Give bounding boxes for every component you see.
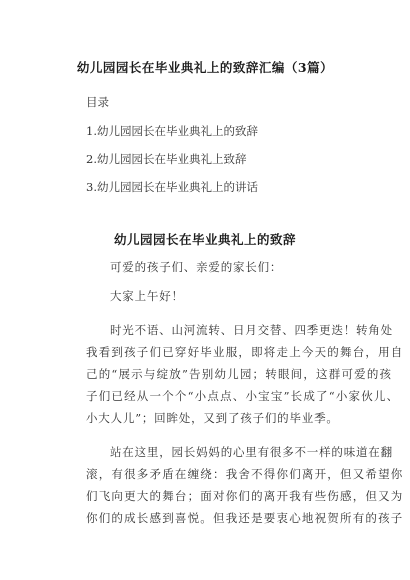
toc-item-3[interactable]: 3.幼儿园园长在毕业典礼上的讲话 [86,180,258,194]
paragraph1-line-5: 小大人儿”；回眸处，又到了孩子们的毕业季。 [86,411,339,425]
section-title: 幼儿园园长在毕业典礼上的致辞 [113,232,296,247]
toc-item-1[interactable]: 1.幼儿园园长在毕业典礼上的致辞 [86,124,258,138]
paragraph1-line-1: 时光不语、山河流转、日月交替、四季更迭！转角处 [110,323,393,337]
toc-heading: 目录 [86,95,109,109]
paragraph2-line-4: 你们的成长感到喜悦。但我还是要衷心地祝贺所有的孩子 [86,511,404,525]
paragraph2-line-3: 们飞向更大的舞台；面对你们的离开我有些伤感，但又为 [86,489,404,503]
toc-item-2[interactable]: 2.幼儿园园长在毕业典礼上致辞 [86,152,247,166]
paragraph1-line-3: 己的“展示与绽放”告别幼儿园；转眼间，这群可爱的孩 [86,367,393,381]
greeting: 大家上午好！ [110,289,184,303]
salutation: 可爱的孩子们、亲爱的家长们： [110,260,283,274]
document-title: 幼儿园园长在毕业典礼上的致辞汇编（3篇） [76,60,334,75]
paragraph2-line-2: 滚，有很多矛盾在缠绕：我舍不得你们离开，但又希望你 [86,467,404,481]
paragraph2-line-1: 站在这里，园长妈妈的心里有很多不一样的味道在翻 [110,445,393,459]
paragraph1-line-2: 我看到孩子们已穿好毕业服，即将走上今天的舞台，用自 [86,345,404,359]
paragraph1-line-4: 子们已经从一个个“小点点、小宝宝”长成了“小家伙儿、 [86,389,400,403]
